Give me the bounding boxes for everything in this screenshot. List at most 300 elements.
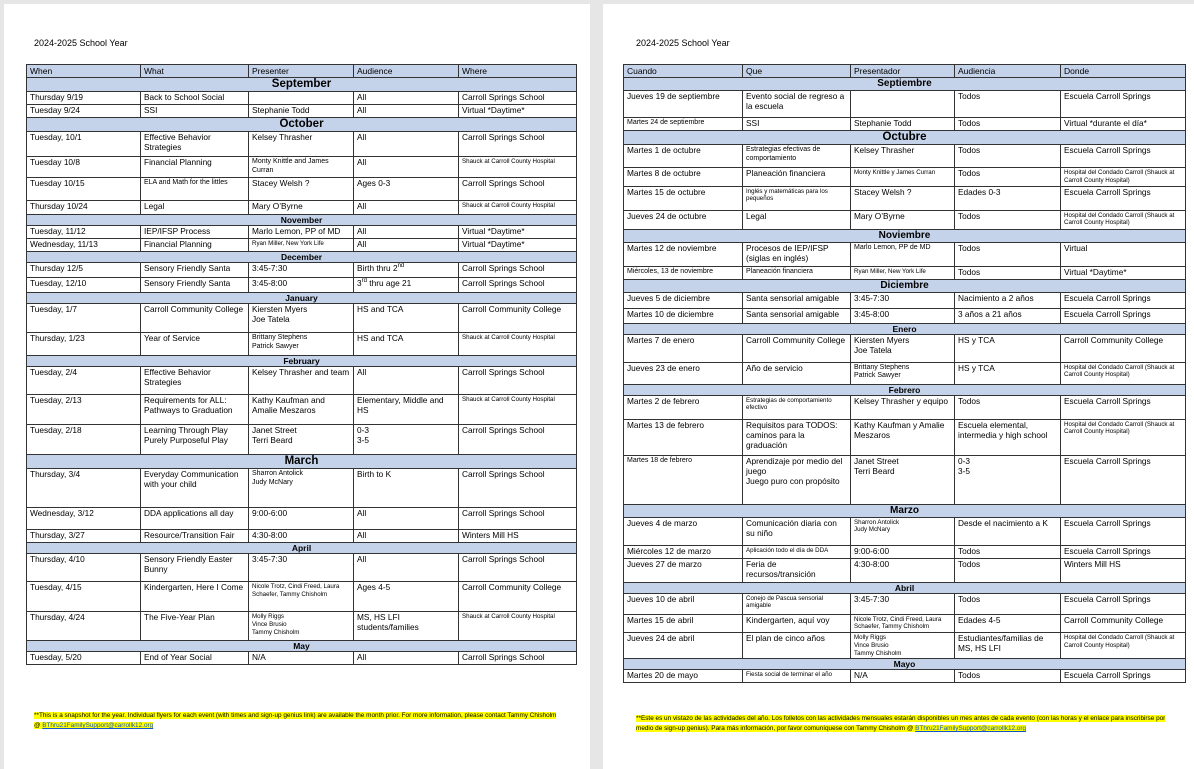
month-label: Mayo: [624, 659, 1186, 670]
table-row: [27, 304, 577, 333]
cell-when: Thursday 10/24: [27, 201, 141, 215]
table-row: [624, 266, 1186, 279]
cell-que: Conejo de Pascua sensorial amigable: [743, 593, 851, 614]
cell-donde: Escuela Carroll Springs: [1061, 455, 1186, 504]
table-row: [624, 186, 1186, 210]
presenter-name: Joe Tatela: [854, 344, 892, 355]
table-row: [27, 508, 577, 530]
month-row-march: [27, 455, 577, 469]
month-row-december: [27, 252, 577, 263]
presenter-name: Patrick Sawyer: [854, 372, 901, 380]
month-row-september: [27, 78, 577, 92]
month-row-febrero: [624, 384, 1186, 395]
cell-audiencia: Todos: [955, 593, 1061, 614]
cell-where: Carroll Springs School: [459, 263, 577, 278]
cell-donde: Escuela Carroll Springs: [1061, 292, 1186, 308]
cell-cuando: Martes 10 de diciembre: [624, 308, 743, 323]
table-row: [624, 614, 1186, 633]
audience-text: 3-5: [357, 435, 369, 446]
cell-when: Tuesday, 4/15: [27, 582, 141, 612]
presenter-name: Sharron Antolick: [252, 470, 303, 478]
table-row: [27, 226, 577, 239]
month-label: Febrero: [624, 384, 1186, 395]
table-row: [624, 118, 1186, 131]
cell-que: Feria de recursos/transición: [743, 558, 851, 582]
spanish-events-table: [623, 64, 1186, 683]
cell-where: Shauck at Carroll County Hospital: [459, 157, 577, 178]
month-label: Septiembre: [624, 78, 1186, 91]
month-row-january: [27, 293, 577, 304]
presenter-name: Molly Riggs: [854, 634, 886, 642]
cell-audiencia: Todos: [955, 545, 1061, 558]
month-label: Noviembre: [624, 229, 1186, 242]
cell-when: Thursday, 3/4: [27, 469, 141, 508]
cell-que: Requisitos para TODOS: caminos para la graduación: [743, 419, 851, 455]
table-row: [27, 157, 577, 178]
cell-where: Shauck at Carroll County Hospital: [459, 201, 577, 215]
cell-when: Tuesday, 1/7: [27, 304, 141, 333]
table-row: [624, 334, 1186, 362]
cell-when: Thursday 12/5: [27, 263, 141, 278]
contact-email-link[interactable]: BThru21FamilySupport@carrollk12.org: [915, 725, 1027, 732]
cell-presenter: Kelsey Thrasher: [249, 132, 354, 157]
cell-when: Thursday, 4/24: [27, 612, 141, 641]
cell-when: Tuesday 10/8: [27, 157, 141, 178]
cell-audience: HS and TCA: [354, 333, 459, 356]
cell-presenter: Ryan Miller, New York Life: [249, 239, 354, 252]
cell-cuando: Martes 12 de noviembre: [624, 242, 743, 266]
event-title: Learning Through Play: [144, 425, 228, 436]
english-events-table: [26, 64, 577, 665]
cell-que: Kindergarten, aquí voy: [743, 614, 851, 633]
cell-donde: Hospital del Condado Carroll (Shauck at Carroll County Hospital): [1061, 419, 1186, 455]
cell-presenter: Kelsey Thrasher and team: [249, 367, 354, 395]
table-row: [27, 652, 577, 665]
cell-presentador: Kelsey Thrasher y equipo: [851, 395, 955, 419]
table-row: [27, 582, 577, 612]
cell-when: Thursday 9/19: [27, 92, 141, 105]
cell-audience: Ages 4-5: [354, 582, 459, 612]
table-row: [27, 469, 577, 508]
month-label: October: [27, 118, 577, 132]
cell-donde: Escuela Carroll Springs: [1061, 395, 1186, 419]
cell-presentador: Monty Knittle y James Curran: [851, 168, 955, 187]
cell-presentador: 3:45-7:30: [851, 292, 955, 308]
cell-donde: Escuela Carroll Springs: [1061, 545, 1186, 558]
month-label: May: [27, 641, 577, 652]
cell-donde: Hospital del Condado Carroll (Shauck at Carroll County Hospital): [1061, 210, 1186, 229]
table-row: [624, 292, 1186, 308]
table-row: [624, 517, 1186, 545]
cell-donde: Hospital del Condado Carroll (Shauck at Carroll County Hospital): [1061, 362, 1186, 384]
presenter-name: Tammy Chisholm: [854, 649, 902, 657]
cell-donde: Carroll Community College: [1061, 614, 1186, 633]
cell-presenter: [249, 612, 354, 641]
cell-what: Legal: [141, 201, 249, 215]
cell-what: End of Year Social: [141, 652, 249, 665]
table-row: [624, 545, 1186, 558]
cell-presentador: [851, 517, 955, 545]
cell-what: Sensory Friendly Santa: [141, 263, 249, 278]
table-row: [624, 670, 1186, 683]
cell-audience: Birth to K: [354, 469, 459, 508]
cell-what: IEP/IFSP Process: [141, 226, 249, 239]
cell-cuando: Jueves 23 de enero: [624, 362, 743, 384]
cell-when: Tuesday, 2/18: [27, 425, 141, 455]
presenter-name: Vince Brusio: [854, 641, 889, 649]
cell-audience: All: [354, 132, 459, 157]
presenter-name: Molly Riggs: [252, 613, 284, 621]
cell-presentador: Mary O’Byrne: [851, 210, 955, 229]
cell-presenter: 9:00-6:00: [249, 508, 354, 530]
cell-where: Carroll Springs School: [459, 469, 577, 508]
cell-audience: MS, HS LFI students/families: [354, 612, 459, 641]
header-presenter: Presenter: [249, 65, 354, 78]
cell-presentador: 4:30-8:00: [851, 558, 955, 582]
cell-que: Inglés y matemáticas para los pequeños: [743, 186, 851, 210]
month-row-may: [27, 641, 577, 652]
cell-presentador: Stacey Welsh ?: [851, 186, 955, 210]
cell-when: Tuesday, 2/13: [27, 395, 141, 425]
month-row-october: [27, 118, 577, 132]
cell-cuando: Martes 2 de febrero: [624, 395, 743, 419]
cell-audience: [354, 425, 459, 455]
month-label: February: [27, 356, 577, 367]
cell-what: The Five-Year Plan: [141, 612, 249, 641]
cell-donde: Escuela Carroll Springs: [1061, 145, 1186, 168]
event-title: Aprendizaje por medio del juego: [746, 455, 843, 476]
presenter-name: Kiersten Myers: [854, 334, 910, 345]
cell-when: Tuesday, 11/12: [27, 226, 141, 239]
spanish-schedule-page: [603, 4, 1194, 769]
cell-que: Planeación financiera: [743, 168, 851, 187]
cell-donde: Carroll Community College: [1061, 334, 1186, 362]
month-row-diciembre: [624, 279, 1186, 292]
table-row: [624, 455, 1186, 504]
cell-presenter: 3:45-7:30: [249, 554, 354, 582]
cell-donde: Virtual *Daytime*: [1061, 266, 1186, 279]
table-header-row: [27, 65, 577, 78]
cell-where: Carroll Springs School: [459, 425, 577, 455]
cell-where: Carroll Community College: [459, 304, 577, 333]
cell-presenter: N/A: [249, 652, 354, 665]
cell-when: Tuesday 9/24: [27, 105, 141, 118]
cell-que: Santa sensorial amigable: [743, 292, 851, 308]
cell-audiencia: Todos: [955, 168, 1061, 187]
cell-presenter: Mary O’Byrne: [249, 201, 354, 215]
cell-where: Carroll Springs School: [459, 278, 577, 293]
cell-when: Wednesday, 3/12: [27, 508, 141, 530]
cell-audiencia: Edades 0-3: [955, 186, 1061, 210]
header-donde: Donde: [1061, 65, 1186, 78]
cell-cuando: Jueves 24 de octubre: [624, 210, 743, 229]
footer-note: [34, 711, 564, 731]
cell-donde: Hospital del Condado Carroll (Shauck at Carroll County Hospital): [1061, 633, 1186, 659]
cell-where: Virtual *Daytime*: [459, 239, 577, 252]
presenter-name: Sharron Antolick: [854, 518, 900, 526]
cell-audiencia: Nacimiento a 2 años: [955, 292, 1061, 308]
header-cuando: Cuando: [624, 65, 743, 78]
cell-audience: All: [354, 105, 459, 118]
cell-donde: Escuela Carroll Springs: [1061, 308, 1186, 323]
header-where: Where: [459, 65, 577, 78]
presenter-name: Patrick Sawyer: [252, 342, 299, 350]
cell-presenter: 4:30-8:00: [249, 530, 354, 543]
cell-presentador: [851, 362, 955, 384]
header-presentador: Presentador: [851, 65, 955, 78]
audience-text: 3: [357, 278, 362, 289]
header-when: When: [27, 65, 141, 78]
cell-audience: All: [354, 157, 459, 178]
table-row: [624, 210, 1186, 229]
month-row-enero: [624, 323, 1186, 334]
cell-cuando: Martes 1 de octubre: [624, 145, 743, 168]
cell-presentador: [851, 91, 955, 118]
month-label: March: [27, 455, 577, 469]
month-label: Abril: [624, 582, 1186, 593]
cell-when: Tuesday, 2/4: [27, 367, 141, 395]
cell-where: Carroll Springs School: [459, 178, 577, 201]
audience-text-rest: thru age 21: [366, 278, 412, 289]
month-row-abril: [624, 582, 1186, 593]
cell-presentador: Ryan Miller, New York Life: [851, 266, 955, 279]
school-year-heading: 2024-2025 School Year: [636, 38, 730, 48]
cell-audience: Elementary, Middle and HS: [354, 395, 459, 425]
cell-what: Financial Planning: [141, 157, 249, 178]
cell-audience: All: [354, 530, 459, 543]
cell-donde: Escuela Carroll Springs: [1061, 593, 1186, 614]
english-schedule-page: [4, 4, 590, 769]
cell-when: Tuesday, 10/1: [27, 132, 141, 157]
cell-what: Effective Behavior Strategies: [141, 367, 249, 395]
table-row: [624, 593, 1186, 614]
cell-audience: All: [354, 367, 459, 395]
cell-where: Virtual *Daytime*: [459, 105, 577, 118]
cell-que: Procesos de IEP/IFSP (siglas en inglés): [743, 242, 851, 266]
cell-where: Virtual *Daytime*: [459, 226, 577, 239]
cell-presentador: 3:45-7:30: [851, 593, 955, 614]
cell-donde: Winters Mill HS: [1061, 558, 1186, 582]
footer-note: [636, 714, 1181, 734]
table-row: [27, 554, 577, 582]
cell-audiencia: HS y TCA: [955, 334, 1061, 362]
table-row: [27, 333, 577, 356]
cell-donde: Escuela Carroll Springs: [1061, 670, 1186, 683]
table-row: [27, 263, 577, 278]
cell-que: Comunicación diaria con su niño: [743, 517, 851, 545]
cell-cuando: Martes 8 de octubre: [624, 168, 743, 187]
cell-when: Tuesday, 5/20: [27, 652, 141, 665]
cell-audiencia: Todos: [955, 91, 1061, 118]
cell-what: Effective Behavior Strategies: [141, 132, 249, 157]
cell-donde: Virtual *durante el día*: [1061, 118, 1186, 131]
cell-cuando: Jueves 24 de abril: [624, 633, 743, 659]
cell-que: Año de servicio: [743, 362, 851, 384]
cell-audience: Ages 0-3: [354, 178, 459, 201]
table-row: [27, 201, 577, 215]
cell-presenter: [249, 469, 354, 508]
cell-presenter: [249, 92, 354, 105]
cell-audiencia: Todos: [955, 145, 1061, 168]
presenter-name: Vince Brusio: [252, 620, 287, 628]
cell-cuando: Miércoles, 13 de noviembre: [624, 266, 743, 279]
cell-cuando: Martes 20 de mayo: [624, 670, 743, 683]
cell-audiencia: Todos: [955, 670, 1061, 683]
table-row: [624, 145, 1186, 168]
table-row: [624, 633, 1186, 659]
cell-presentador: [851, 455, 955, 504]
month-row-marzo: [624, 504, 1186, 517]
cell-cuando: Miércoles 12 de marzo: [624, 545, 743, 558]
cell-que: Legal: [743, 210, 851, 229]
cell-when: Thursday, 1/23: [27, 333, 141, 356]
cell-audiencia: Edades 4-5: [955, 614, 1061, 633]
table-row: [27, 367, 577, 395]
cell-what: ELA and Math for the littles: [141, 178, 249, 201]
cell-donde: Escuela Carroll Springs: [1061, 517, 1186, 545]
audience-text: 0-3: [357, 425, 369, 436]
cell-what: Sensory Friendly Santa: [141, 278, 249, 293]
cell-presentador: Marlo Lemon, PP de MD: [851, 242, 955, 266]
cell-where: Shauck at Carroll County Hospital: [459, 395, 577, 425]
cell-what: Back to School Social: [141, 92, 249, 105]
month-row-november: [27, 215, 577, 226]
cell-what: [141, 425, 249, 455]
cell-audiencia: Todos: [955, 118, 1061, 131]
cell-presenter: [249, 333, 354, 356]
cell-audience: HS and TCA: [354, 304, 459, 333]
cell-where: Shauck at Carroll County Hospital: [459, 612, 577, 641]
table-row: [27, 92, 577, 105]
table-row: [27, 178, 577, 201]
presenter-name: Kiersten Myers: [252, 304, 308, 315]
cell-presenter: [249, 304, 354, 333]
cell-audiencia: Todos: [955, 210, 1061, 229]
cell-que: Fiesta social de terminar el año: [743, 670, 851, 683]
cell-presentador: 9:00-6:00: [851, 545, 955, 558]
cell-what: Carroll Community College: [141, 304, 249, 333]
cell-presentador: 3:45-8:00: [851, 308, 955, 323]
table-row: [624, 168, 1186, 187]
cell-presentador: [851, 334, 955, 362]
cell-audience: All: [354, 652, 459, 665]
table-row: [624, 91, 1186, 118]
cell-where: Carroll Community College: [459, 582, 577, 612]
cell-what: Everyday Communication with your child: [141, 469, 249, 508]
month-label: Marzo: [624, 504, 1186, 517]
cell-cuando: Jueves 5 de diciembre: [624, 292, 743, 308]
cell-what: Financial Planning: [141, 239, 249, 252]
cell-what: Year of Service: [141, 333, 249, 356]
cell-what: SSI: [141, 105, 249, 118]
cell-cuando: Jueves 27 de marzo: [624, 558, 743, 582]
cell-que: El plan de cinco años: [743, 633, 851, 659]
event-title: Purely Purposeful Play: [144, 435, 228, 446]
presenter-name: Joe Tatela: [252, 314, 290, 325]
month-label: November: [27, 215, 577, 226]
cell-presenter: Marlo Lemon, PP of MD: [249, 226, 354, 239]
month-label: January: [27, 293, 577, 304]
month-row-septiembre: [624, 78, 1186, 91]
cell-where: Carroll Springs School: [459, 367, 577, 395]
presenter-name: Terri Beard: [854, 465, 895, 476]
table-row: [624, 362, 1186, 384]
cell-audience: [354, 278, 459, 293]
cell-when: Tuesday 10/15: [27, 178, 141, 201]
cell-presentador: Kathy Kaufman y Amalie Meszaros: [851, 419, 955, 455]
cell-audiencia: HS y TCA: [955, 362, 1061, 384]
cell-where: Carroll Springs School: [459, 508, 577, 530]
cell-presentador: Kelsey Thrasher: [851, 145, 955, 168]
cell-audience: All: [354, 201, 459, 215]
cell-cuando: Jueves 19 de septiembre: [624, 91, 743, 118]
cell-audiencia: 3 años a 21 años: [955, 308, 1061, 323]
cell-audiencia: Todos: [955, 266, 1061, 279]
cell-cuando: Martes 13 de febrero: [624, 419, 743, 455]
table-header-row: [624, 65, 1186, 78]
cell-where: Carroll Springs School: [459, 92, 577, 105]
cell-donde: Escuela Carroll Springs: [1061, 91, 1186, 118]
presenter-name: Brittany Stephens: [252, 334, 308, 342]
table-row: [624, 308, 1186, 323]
month-label: September: [27, 78, 577, 92]
cell-que: Planeación financiera: [743, 266, 851, 279]
ordinal-suffix: nd: [397, 263, 405, 270]
header-what: What: [141, 65, 249, 78]
table-row: [27, 530, 577, 543]
school-year-heading: 2024-2025 School Year: [34, 38, 128, 48]
month-row-octubre: [624, 131, 1186, 145]
cell-presenter: Monty Knittle and James Curran: [249, 157, 354, 178]
cell-que: Evento social de regreso a la escuela: [743, 91, 851, 118]
header-audiencia: Audiencia: [955, 65, 1061, 78]
cell-when: Tuesday, 12/10: [27, 278, 141, 293]
audience-text: Birth thru 2: [357, 263, 398, 274]
cell-audiencia: [955, 455, 1061, 504]
table-row: [27, 105, 577, 118]
table-row: [624, 395, 1186, 419]
table-row: [27, 239, 577, 252]
footer-text: **This is a snapshot for the year. Individual flyers for each event (with times and sign-up genius link) are available the month prior. For more information, please contact Tammy Chisholm @: [34, 712, 557, 729]
cell-audiencia: Todos: [955, 395, 1061, 419]
cell-audiencia: Estudiantes/familias de MS, HS LFI: [955, 633, 1061, 659]
month-label: Octubre: [624, 131, 1186, 145]
table-row: [27, 395, 577, 425]
cell-cuando: Martes 7 de enero: [624, 334, 743, 362]
cell-presentador: Stephanie Todd: [851, 118, 955, 131]
cell-donde: Virtual: [1061, 242, 1186, 266]
cell-where: Carroll Springs School: [459, 132, 577, 157]
month-row-april: [27, 543, 577, 554]
cell-presenter: Kathy Kaufman and Amalie Meszaros: [249, 395, 354, 425]
cell-presenter: Stacey Welsh ?: [249, 178, 354, 201]
contact-email-link[interactable]: BThru21FamilySupport@carrollk12.org: [42, 722, 154, 729]
cell-audiencia: Escuela elemental, intermedia y high school: [955, 419, 1061, 455]
cell-presenter: Stephanie Todd: [249, 105, 354, 118]
cell-que: Carroll Community College: [743, 334, 851, 362]
presenter-name: Janet Street: [252, 425, 297, 436]
cell-audiencia: Todos: [955, 242, 1061, 266]
footer-text: **Este es un vistazo de las actividades del año. Los folletos con las actividades mensuales estarán disponibles un mes antes de cada evento (con las horas y el enlace para inscribirse por medio de sign-up genius). Para más información, por favor comuníquese con Tammy Chisholm @: [636, 715, 1166, 732]
cell-que: SSI: [743, 118, 851, 131]
cell-que: [743, 455, 851, 504]
table-row: [27, 425, 577, 455]
cell-presenter: [249, 425, 354, 455]
presenter-name: Judy McNary: [252, 478, 293, 486]
cell-where: Shauck at Carroll County Hospital: [459, 333, 577, 356]
cell-presentador: Nicole Trotz, Cindi Freed, Laura Schaefer, Tammy Chisholm: [851, 614, 955, 633]
table-row: [624, 242, 1186, 266]
